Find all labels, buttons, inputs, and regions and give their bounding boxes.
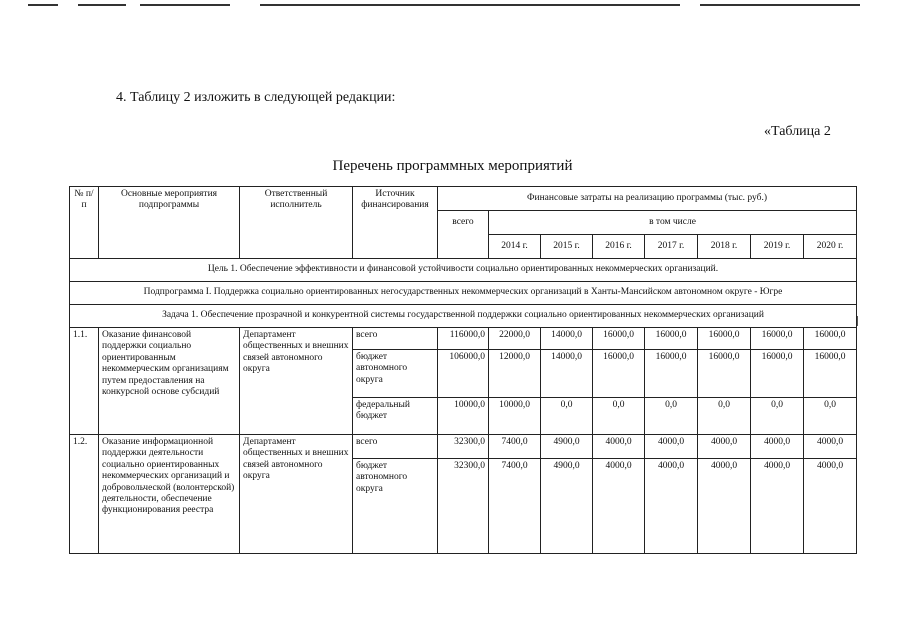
year-cell: 4000,0	[645, 459, 698, 554]
year-cell: 4900,0	[541, 435, 593, 459]
header-num: № п/п	[70, 187, 99, 259]
item-activity: Оказание информационной поддержки деятельности социально ориентированных некоммерческих организаций и добровольческой (волонтерской) деятельности, обеспечение функционирования реестра	[99, 435, 240, 554]
item-num: 1.2.	[70, 435, 99, 554]
task-text: Задача 1. Обеспечение прозрачной и конкурентной системы государственной поддержки социально ориентированных некоммерческих организаций	[70, 305, 857, 328]
year-cell: 4000,0	[645, 435, 698, 459]
header-year: 2014 г.	[489, 235, 541, 259]
total-cell: 32300,0	[438, 459, 489, 554]
source-cell: всего	[353, 435, 438, 459]
item-executor: Департамент общественных и внешних связей автономного округа	[240, 328, 353, 435]
header-year: 2016 г.	[593, 235, 645, 259]
year-cell: 14000,0	[541, 350, 593, 398]
program-activities-table	[69, 186, 857, 554]
table-reference: «Таблица 2	[764, 124, 831, 139]
year-cell: 4000,0	[804, 435, 857, 459]
year-cell: 0,0	[593, 398, 645, 435]
table-title: Перечень программных мероприятий	[332, 158, 573, 174]
year-cell: 22000,0	[489, 328, 541, 350]
year-cell: 0,0	[541, 398, 593, 435]
year-cell: 16000,0	[751, 328, 804, 350]
header-total: всего	[438, 211, 489, 259]
scan-edge-line	[700, 4, 860, 6]
year-cell: 7400,0	[489, 459, 541, 554]
table-row	[70, 328, 857, 350]
source-cell: всего	[353, 328, 438, 350]
year-cell: 4900,0	[541, 459, 593, 554]
scan-edge-line	[260, 4, 680, 6]
subprogram-row	[70, 282, 857, 305]
year-cell: 16000,0	[698, 328, 751, 350]
scan-edge-line	[140, 4, 230, 6]
year-cell: 0,0	[751, 398, 804, 435]
goal-row	[70, 259, 857, 282]
year-cell: 4000,0	[804, 459, 857, 554]
header-year: 2018 г.	[698, 235, 751, 259]
total-cell: 106000,0	[438, 350, 489, 398]
header-including: в том числе	[489, 211, 857, 235]
year-cell: 16000,0	[804, 350, 857, 398]
header-source: Источник финансирования	[353, 187, 438, 259]
subprogram-text: Подпрограмма I. Поддержка социально ориентированных негосударственных некоммерческих организаций в Ханты-Мансийском автономном округе - Югре	[70, 282, 857, 305]
item-activity: Оказание финансовой поддержки социально ориентированным некоммерческим организациям путем предоставления на конкурсной основе субсидий	[99, 328, 240, 435]
header-activities: Основные мероприятия подпрограммы	[99, 187, 240, 259]
table-row	[70, 435, 857, 459]
year-cell: 16000,0	[593, 328, 645, 350]
year-cell: 0,0	[804, 398, 857, 435]
total-cell: 10000,0	[438, 398, 489, 435]
intro-text: 4. Таблицу 2 изложить в следующей редакции:	[116, 90, 396, 105]
item-num: 1.1.	[70, 328, 99, 435]
year-cell: 16000,0	[804, 328, 857, 350]
scan-edge-line	[28, 4, 58, 6]
header-executor: Ответственный исполнитель	[240, 187, 353, 259]
year-cell: 4000,0	[593, 459, 645, 554]
item-executor: Департамент общественных и внешних связей автономного округа	[240, 435, 353, 554]
year-cell: 7400,0	[489, 435, 541, 459]
year-cell: 4000,0	[698, 459, 751, 554]
header-year: 2015 г.	[541, 235, 593, 259]
year-cell: 16000,0	[645, 350, 698, 398]
total-cell: 116000,0	[438, 328, 489, 350]
task-row	[70, 305, 857, 328]
year-cell: 10000,0	[489, 398, 541, 435]
total-cell: 32300,0	[438, 435, 489, 459]
year-cell: 12000,0	[489, 350, 541, 398]
header-year: 2020 г.	[804, 235, 857, 259]
scan-edge-line	[78, 4, 126, 6]
year-cell: 4000,0	[593, 435, 645, 459]
goal-text: Цель 1. Обеспечение эффективности и финансовой устойчивости социально ориентированных некоммерческих организаций.	[70, 259, 857, 282]
year-cell: 16000,0	[751, 350, 804, 398]
year-cell: 0,0	[698, 398, 751, 435]
year-cell: 4000,0	[751, 459, 804, 554]
year-cell: 4000,0	[751, 435, 804, 459]
year-cell: 16000,0	[645, 328, 698, 350]
year-cell: 14000,0	[541, 328, 593, 350]
sheet-edge-mark	[857, 316, 858, 326]
header-costs: Финансовые затраты на реализацию программы (тыс. руб.)	[438, 187, 857, 211]
header-year: 2019 г.	[751, 235, 804, 259]
year-cell: 4000,0	[698, 435, 751, 459]
source-cell: бюджет автономного округа	[353, 350, 438, 398]
header-year: 2017 г.	[645, 235, 698, 259]
year-cell: 16000,0	[698, 350, 751, 398]
year-cell: 16000,0	[593, 350, 645, 398]
source-cell: федеральный бюджет	[353, 398, 438, 435]
year-cell: 0,0	[645, 398, 698, 435]
header-row	[70, 187, 857, 211]
source-cell: бюджет автономного округа	[353, 459, 438, 554]
